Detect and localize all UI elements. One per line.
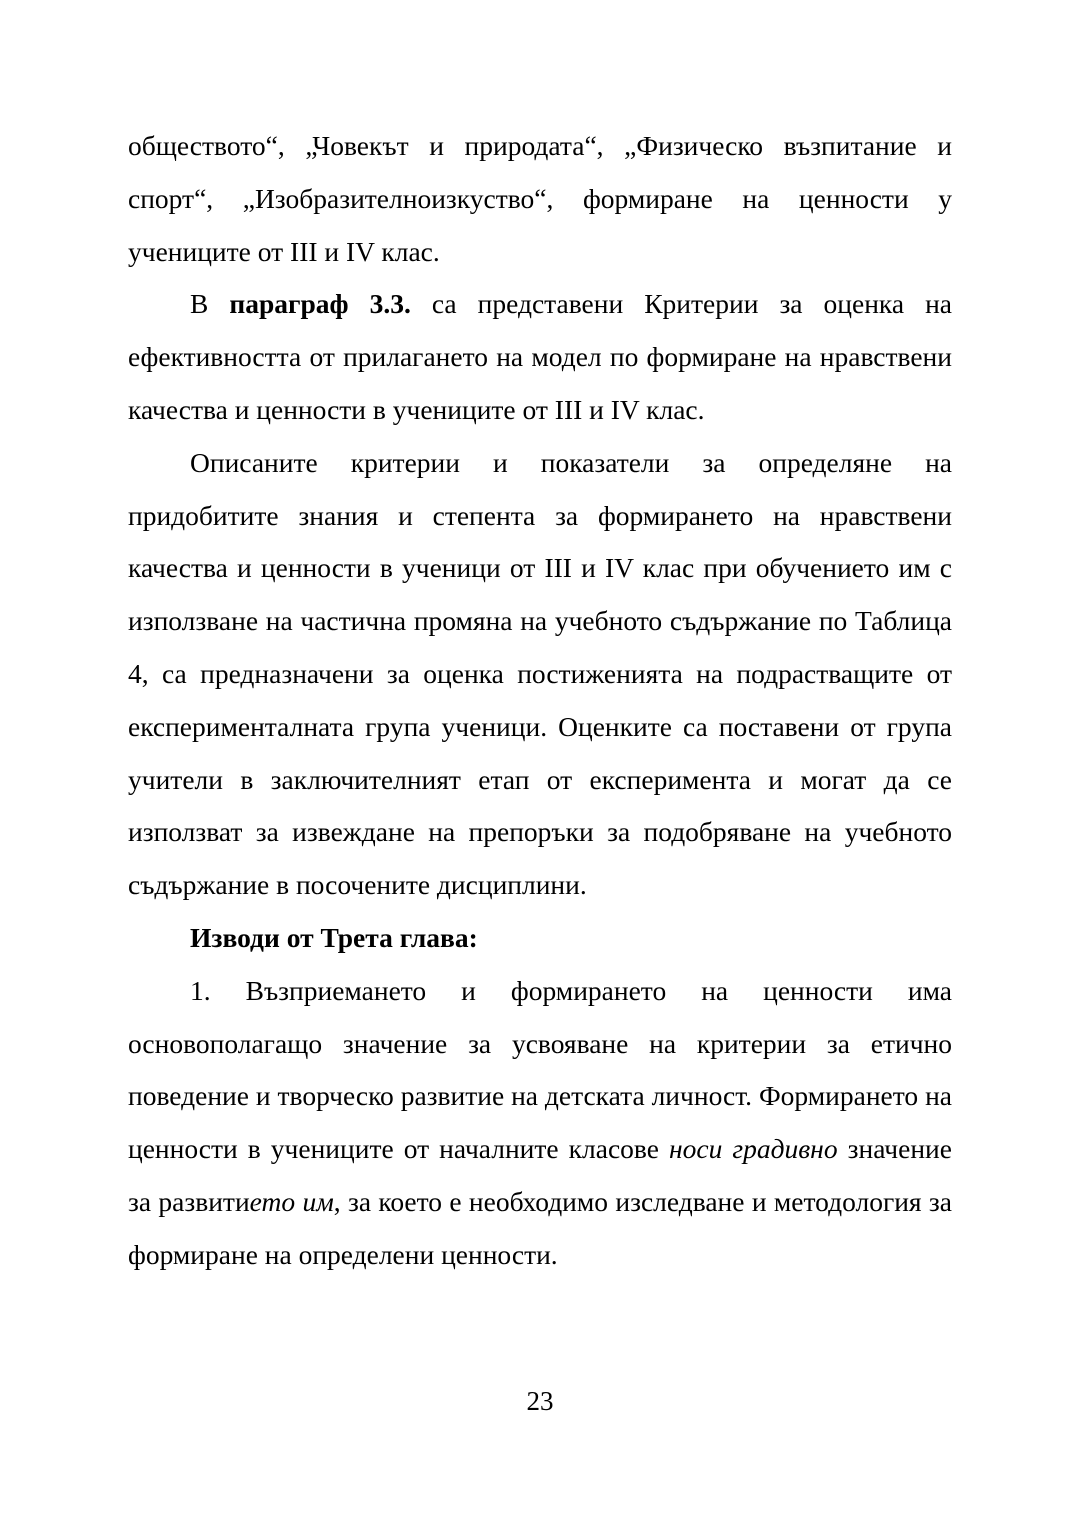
paragraph-3 <box>128 437 952 912</box>
paragraph-5-run-1: 1. Възприемането и формирането на ценности има основополагащо значение за усвояване на критерии за етично поведение и творческо развитие на детската личност. Формирането на ценности в учениците от началните класове <box>128 974 952 1165</box>
paragraph-2-run-3: са представени Критерии за оценка на ефективността от прилагането на модел по формиране на нравствени качества и ценности в учениците от III и IV клас. <box>128 288 953 425</box>
paragraph-3-text: Описаните критерии и показатели за определяне на придобитите знания и степента за формирането на нравствени качества и ценности в ученици от III и IV клас при обучението им с използване на частична промяна на учебното съдържание по Таблица 4, са предназначени за оценка постиженията на подрастващите от експерименталната група ученици. Оценките са поставени от група учители в заключителният етап от експеримента и могат да се използват за извеждане на препоръки за подобряване на учебното съдържание в посочените дисциплини. <box>128 446 952 901</box>
document-body <box>128 120 952 1282</box>
paragraph-5-italic-2: ето им <box>249 1185 334 1217</box>
paragraph-1 <box>128 120 952 278</box>
paragraph-5 <box>128 965 952 1282</box>
paragraph-5-run-3: значение за развити <box>128 1133 952 1217</box>
paragraph-2-bold-reference: параграф 3.3. <box>229 288 411 320</box>
section-heading-text: Изводи от Трета глава: <box>190 921 478 953</box>
paragraph-5-run-5: , за което е необходимо изследване и методология за формиране на определени ценности. <box>128 1185 952 1270</box>
page-number: 23 <box>526 1386 554 1416</box>
paragraph-2 <box>128 278 952 436</box>
paragraph-2-run-1: В <box>190 288 230 320</box>
section-heading-conclusions <box>128 912 952 965</box>
paragraph-1-text: обществото“, „Човекът и природата“, „Физическо възпитание и спорт“, „Изобразителноизкуство“, формиране на ценности у учениците от III и IV клас. <box>128 130 952 267</box>
paragraph-5-italic-1: носи градивно <box>668 1133 838 1165</box>
